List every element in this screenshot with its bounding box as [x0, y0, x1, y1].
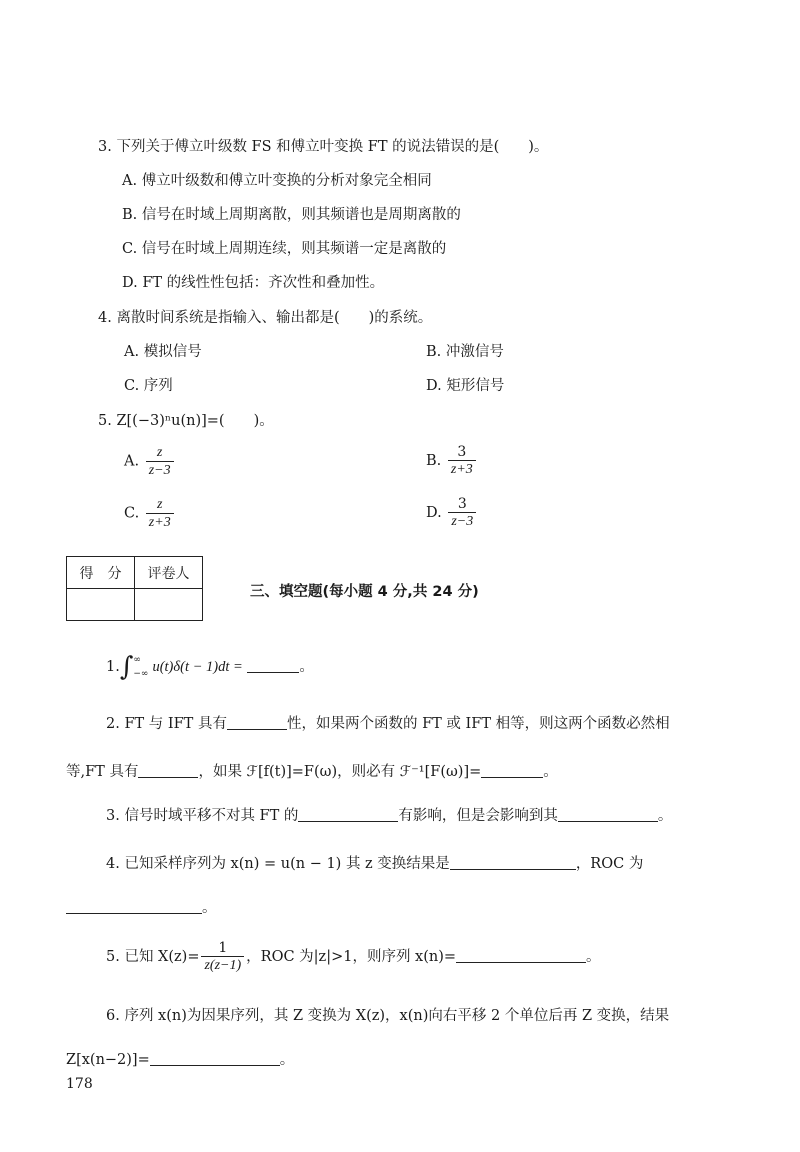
question-4-option-c: C. 序列: [124, 378, 173, 394]
fill-question-6-line-1: 6. 序列 x(n)为因果序列，其 Z 变换为 X(z)，x(n)向右平移 2 个单位后再 Z 变换，结果: [106, 1008, 670, 1024]
answer-blank[interactable]: [298, 807, 398, 822]
score-label: 得 分: [67, 557, 135, 589]
fill-question-5: 5. 已知 X(z)= $\frac{1}{z(z-1)}$ ，ROC 为|z|>1，则序列 x(n)= 。: [106, 940, 601, 973]
question-5-option-c: [124, 496, 176, 531]
answer-blank[interactable]: [150, 1051, 280, 1066]
question-5-option-b: [426, 444, 478, 478]
question-4-option-d: D. 矩形信号: [426, 378, 505, 394]
fill-question-4-line-1: 4. 已知采样序列为 x(n) = u(n − 1) 其 z 变换结果是 ，ROC 为: [106, 856, 644, 872]
fraction-numerator: 3: [448, 444, 476, 461]
option-label: D.: [426, 505, 442, 521]
fill-question-2-line-1: 2. FT 与 IFT 具有 性，如果两个函数的 FT 或 IFT 相等，则这两个函数必然相: [106, 716, 670, 732]
answer-blank[interactable]: [66, 899, 202, 914]
answer-blank[interactable]: [227, 715, 287, 730]
option-label: A.: [124, 453, 140, 470]
fraction-numerator: 3: [448, 496, 476, 513]
fraction: [146, 496, 174, 531]
fraction-numerator: z: [146, 496, 174, 514]
fraction-denominator: z(z−1): [204, 958, 242, 973]
question-number: 1.: [106, 659, 120, 675]
question-5-stem: 5. Z[(−3)ⁿu(n)]=( )。: [98, 413, 274, 429]
integral-sign: ∫: [119, 652, 134, 682]
question-5-option-a: [124, 444, 176, 479]
answer-blank[interactable]: [138, 763, 198, 778]
fill-question-3: 3. 信号时域平移不对其 FT 的 有影响，但是会影响到其 。: [106, 808, 673, 824]
score-cell: [67, 589, 135, 621]
answer-blank[interactable]: [558, 807, 658, 822]
page-number: 178: [66, 1076, 93, 1092]
answer-blank[interactable]: [450, 855, 576, 870]
fraction: [448, 444, 476, 478]
question-3-option-a: A. 傅立叶级数和傅立叶变换的分析对象完全相同: [122, 173, 432, 189]
option-label: C.: [124, 505, 140, 522]
question-5-option-d: [426, 496, 478, 530]
answer-blank[interactable]: [247, 658, 299, 673]
option-label: B.: [426, 453, 442, 469]
question-3-option-d: D. FT 的线性性包括：齐次性和叠加性。: [122, 275, 385, 291]
question-4-option-a: A. 模拟信号: [124, 344, 202, 360]
integral-expression: u(t)δ(t − 1)dt =: [152, 659, 243, 675]
fraction-denominator: z+3: [450, 462, 473, 477]
answer-blank[interactable]: [456, 948, 586, 963]
answer-blank[interactable]: [481, 763, 543, 778]
question-3-option-b: B. 信号在时域上周期离散，则其频谱也是周期离散的: [122, 207, 461, 223]
question-4-option-b: B. 冲激信号: [426, 344, 504, 360]
integral-limits: ∞ −∞: [133, 655, 149, 679]
score-box: [66, 556, 203, 621]
fraction-numerator: 1: [201, 940, 244, 957]
fill-question-2-line-2: 等,FT 具有 ，如果 ℱ[f(t)]=F(ω)，则必有 ℱ⁻¹[F(ω)]= 。: [66, 764, 558, 780]
fraction-denominator: z−3: [148, 463, 171, 478]
fill-question-6-line-2: Z[x(n−2)]= 。: [66, 1052, 295, 1068]
question-3-stem: 3. 下列关于傅立叶级数 FS 和傅立叶变换 FT 的说法错误的是( )。: [98, 139, 549, 155]
grader-label: 评卷人: [135, 557, 203, 589]
fraction-denominator: z+3: [148, 515, 171, 530]
fill-question-1: 1.∫ ∞ −∞ u(t)δ(t − 1)dt = 。: [106, 652, 314, 682]
question-3-option-c: C. 信号在时域上周期连续，则其频谱一定是离散的: [122, 241, 447, 257]
fraction: [448, 496, 476, 530]
fraction: [201, 940, 244, 974]
grader-cell: [135, 589, 203, 621]
fill-question-4-line-2: 。: [66, 896, 217, 917]
section-title: 三、填空题(每小题 4 分,共 24 分): [250, 584, 479, 600]
fraction: [146, 444, 174, 479]
fraction-numerator: z: [146, 444, 174, 462]
question-4-stem: 4. 离散时间系统是指输入、输出都是( )的系统。: [98, 310, 433, 326]
fraction-denominator: z−3: [451, 514, 474, 529]
